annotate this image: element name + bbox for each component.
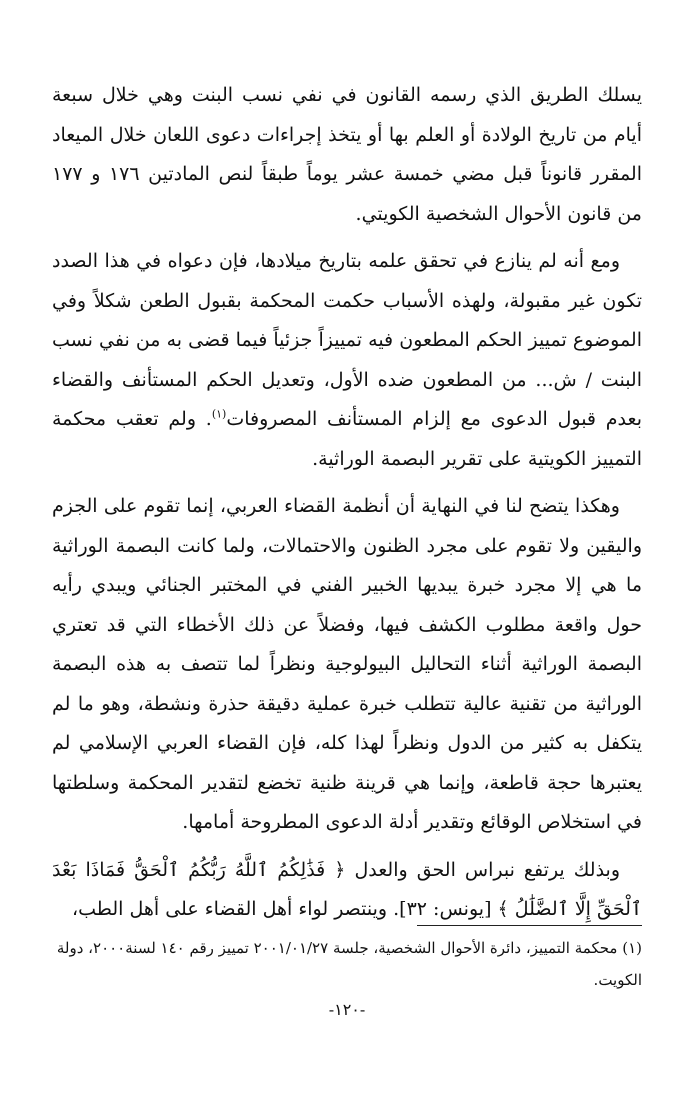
footnote: (١) محكمة التمييز، دائرة الأحوال الشخصية، جلسة ٢٠٠١/٠١/٢٧ تمييز رقم ١٤٠ لسنة٢٠٠٠، دولة الكويت. xyxy=(56,939,642,989)
paragraph-4: وبذلك يرتفع نبراس الحق والعدل ﴿ فَذَٰلِكُمُ ٱللَّهُ رَبُّكُمُ ٱلْحَقُّ فَمَاذَا بَعْدَ ٱلْحَقِّ إِلَّا ٱلضَّلَٰلُ ﴾ [يونس: ٣٢]. وينتصر لواء أهل القضاء على أهل الطب، xyxy=(52,858,642,920)
paragraph-2-text-end: . ولم تعقب محكمة التمييز الكويتية على تقرير البصمة الوراثية. xyxy=(52,408,642,470)
paragraph-2 xyxy=(52,242,642,479)
footnote-reference: (١) xyxy=(211,407,227,421)
paragraph-1: يسلك الطريق الذي رسمه القانون في نفي نسب البنت وهي خلال سبعة أيام من تاريخ الولادة أو العلم بها أو يتخذ إجراءات دعوى اللعان خلال الميعاد المقرر قانوناً قبل مضي خمسة عشر يوماً طبقاً لنص المادتين ١٧٦ و ١٧٧ من قانون الأحوال الشخصية الكويتي. xyxy=(52,84,642,225)
body-text xyxy=(52,76,642,938)
page-number: -١٢٠- xyxy=(328,1000,366,1019)
footnote-divider xyxy=(417,925,642,926)
paragraph-2-text: ومع أنه لم ينازع في تحقق علمه بتاريخ ميلادها، فإن دعواه في هذا الصدد تكون غير مقبولة، ولهذه الأسباب حكمت المحكمة بقبول الطعن شكلاً وفي الموضوع تمييز الحكم المطعون فيه تمييزاً جزئياً فيما قضى به من نفي نسب البنت / ش... من المطعون ضده الأول، وتعديل الحكم المستأنف والقضاء بعدم قبول الدعوى مع إلزام المستأنف المصروفات xyxy=(52,250,642,430)
paragraph-3: وهكذا يتضح لنا في النهاية أن أنظمة القضاء العربي، إنما تقوم على الجزم واليقين ولا تقوم على مجرد الظنون والاحتمالات، ولما كانت البصمة الوراثية ما هي إلا مجرد خبرة يبديها الخبير الفني في المختبر الجنائي ويبدي رأيه حول واقعة مطلوب الكشف فيها، وفضلاً عن ذلك الأخطاء التي قد تعتري البصمة الوراثية أثناء التحاليل البيولوجية ونظراً لما تتصف به هذه البصمة الوراثية من تقنية عالية تتطلب خبرة عملية دقيقة حذرة ونشطة، وهو ما لم يتكفل به كثير من الدول ونظراً لهذا كله، فإن القضاء العربي الإسلامي لم يعتبرها حجة قاطعة، وإنما هي قرينة ظنية تخضع لتقدير المحكمة وسلطتها في استخلاص الوقائع وتقدير أدلة الدعوى المطروحة أمامها. xyxy=(52,495,642,833)
